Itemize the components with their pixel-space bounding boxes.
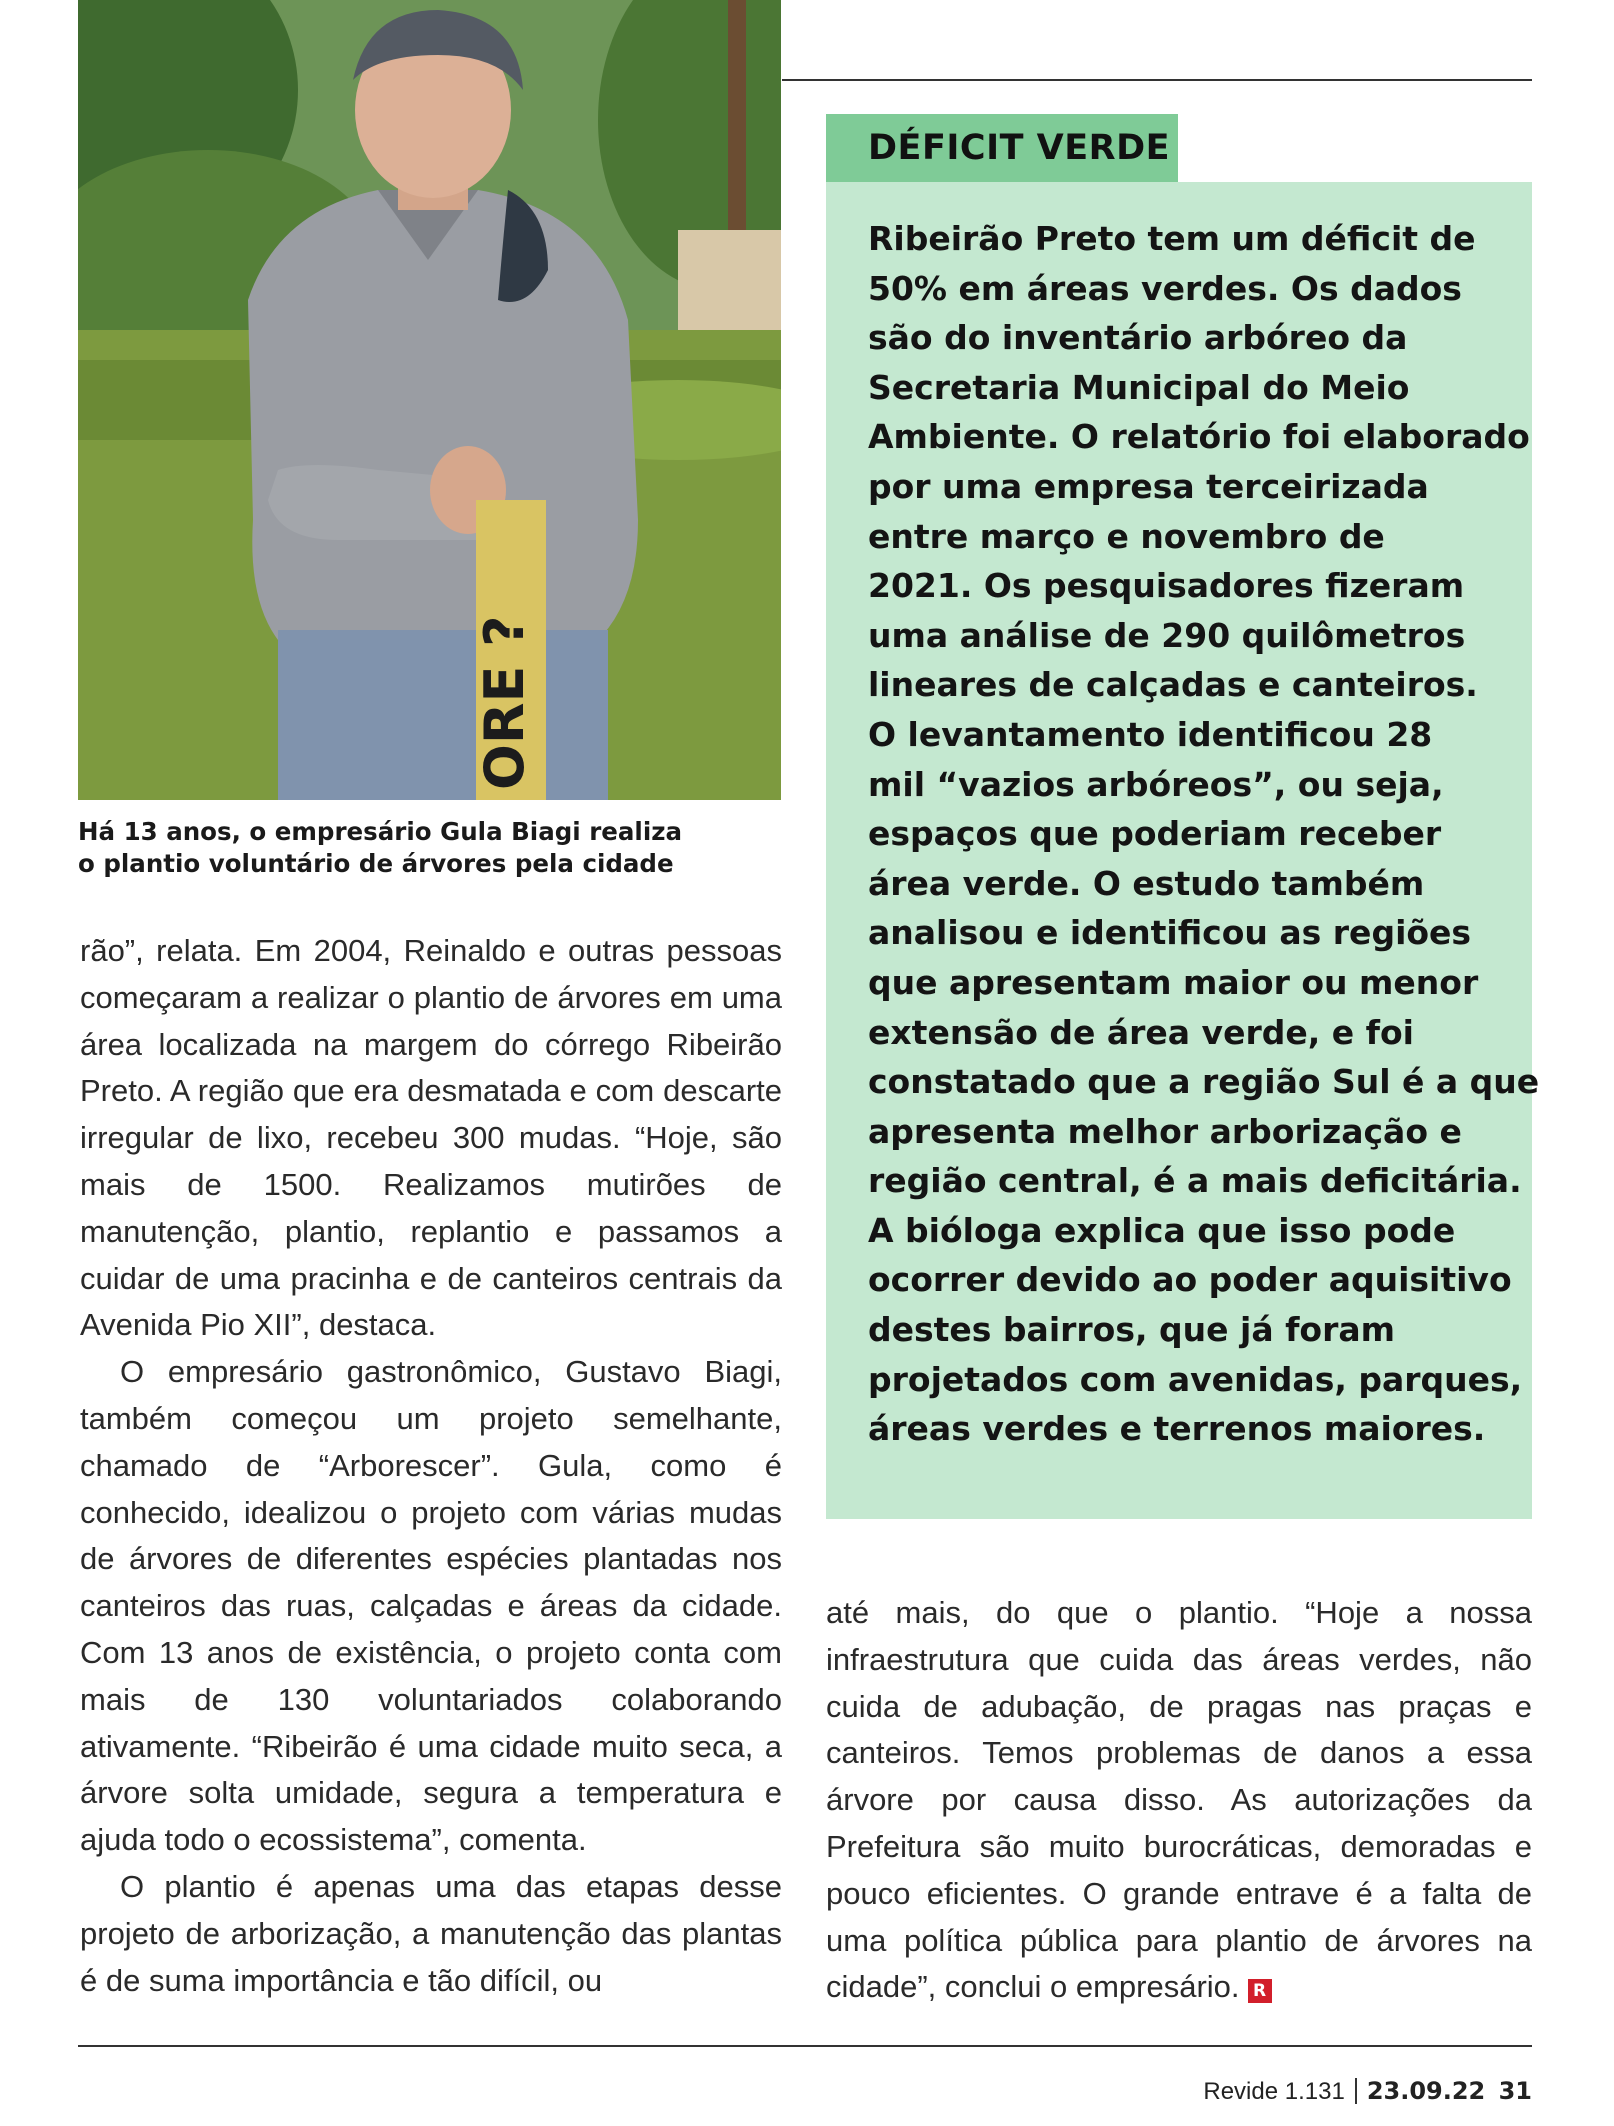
caption-line-2: o plantio voluntário de árvores pela cidade xyxy=(78,849,674,878)
sidebar-line: entre março e novembro de xyxy=(868,516,1385,556)
right-column-text xyxy=(826,1590,1532,2011)
sidebar-line: por uma empresa terceirizada xyxy=(868,466,1429,506)
paragraph xyxy=(826,1590,1532,2011)
sidebar-line: analisou e identificou as regiões xyxy=(868,913,1472,953)
sidebar-line: Ambiente. O relatório foi elaborado xyxy=(868,417,1530,457)
sidebar-line: projetados com avenidas, parques, xyxy=(868,1359,1523,1399)
sidebar-line: mil “vazios arbóreos”, ou seja, xyxy=(868,764,1444,804)
paragraph: rão”, relata. Em 2004, Reinaldo e outras pessoas começaram a realizar o plantio de árvores em uma área localizada na margem do córrego Ribeirão Preto. A região que era desmatada e com descarte irregular de lixo, recebeu 300 mudas. “Hoje, são mais de 1500. Realizamos mutirões de manutenção, plantio, replantio e passamos a cuidar de uma pracinha e de canteiros centrais da Avenida Pio XII”, destaca. xyxy=(80,933,782,1343)
sign-text: ORE ? xyxy=(473,615,536,790)
sidebar-line: extensão de área verde, e foi xyxy=(868,1012,1414,1052)
sidebar-line: 2021. Os pesquisadores fizeram xyxy=(868,566,1465,606)
sidebar-line: que apresentam maior ou menor xyxy=(868,962,1479,1002)
sidebar-line: lineares de calçadas e canteiros. xyxy=(868,665,1478,705)
sidebar-box xyxy=(826,182,1540,1519)
bottom-divider xyxy=(78,2045,1532,2047)
paragraph: O plantio é apenas uma das etapas desse projeto de arborização, a manutenção das plantas é de suma importância e tão difícil, ou xyxy=(80,1868,782,1998)
sidebar-line: A bióloga explica que isso pode xyxy=(868,1210,1456,1250)
sidebar-line: O levantamento identificou 28 xyxy=(868,714,1433,754)
sidebar-line: destes bairros, que já foram xyxy=(868,1310,1396,1350)
sidebar-line: ocorrer devido ao poder aquisitivo xyxy=(868,1260,1512,1300)
sidebar-line: uma análise de 290 quilômetros xyxy=(868,615,1466,655)
left-column-text xyxy=(80,928,782,2004)
sidebar-line: 50% em áreas verdes. Os dados xyxy=(868,268,1462,308)
sidebar-title: DÉFICIT VERDE xyxy=(826,114,1178,182)
revide-end-mark-icon: R xyxy=(1248,1979,1272,2003)
photo-caption xyxy=(78,816,781,880)
sidebar-line: constatado que a região Sul é a que xyxy=(868,1062,1540,1102)
sidebar-line: região central, é a mais deficitária. xyxy=(868,1161,1522,1201)
magazine-issue: Revide 1.131 xyxy=(1203,2078,1345,2105)
paragraph: O empresário gastronômico, Gustavo Biagi, também começou um projeto semelhante, chamado de “Arborescer”. Gula, como é conhecido, idealizou o projeto com várias mudas de árvores de diferentes espécies plantadas nos canteiros das ruas, calçadas e áreas da cidade. Com 13 anos de existência, o projeto conta com mais de 130 voluntariados colaborando ativamente. “Ribeirão é uma cidade muito seca, a árvore solta umidade, segura a temperatura e ajuda todo o ecossistema”, comenta. xyxy=(80,1354,782,1858)
man-holding-sign-photo xyxy=(78,0,781,800)
sidebar-line: áreas verdes e terrenos maiores. xyxy=(868,1409,1486,1449)
sidebar-line: Ribeirão Preto tem um déficit de xyxy=(868,219,1476,258)
sidebar-line: espaços que poderiam receber xyxy=(868,814,1442,854)
caption-line-1: Há 13 anos, o empresário Gula Biagi realiza xyxy=(78,817,683,846)
sidebar-line: são do inventário arbóreo da xyxy=(868,318,1408,358)
sidebar-line: área verde. O estudo também xyxy=(868,863,1425,903)
top-divider xyxy=(782,79,1532,81)
page-footer xyxy=(1203,2076,1532,2107)
sidebar-line: apresenta melhor arborização e xyxy=(868,1111,1462,1151)
article-photo xyxy=(78,0,781,800)
issue-date: 23.09.22 xyxy=(1366,2077,1486,2105)
page-number: 31 xyxy=(1498,2077,1532,2105)
footer-separator xyxy=(1355,2078,1357,2104)
sidebar-line: Secretaria Municipal do Meio xyxy=(868,367,1410,407)
paragraph-text: até mais, do que o plantio. “Hoje a nossa infraestrutura que cuida das áreas verdes, não cuida de adubação, de pragas nas praças e canteiros. Temos problemas de danos a essa árvore por causa disso. As autorizações da Prefeitura são muito burocráticas, demoradas e pouco eficientes. O grande entrave é a falta de uma política pública para plantio de árvores na cidade”, conclui o empresário. xyxy=(826,1595,1532,2005)
